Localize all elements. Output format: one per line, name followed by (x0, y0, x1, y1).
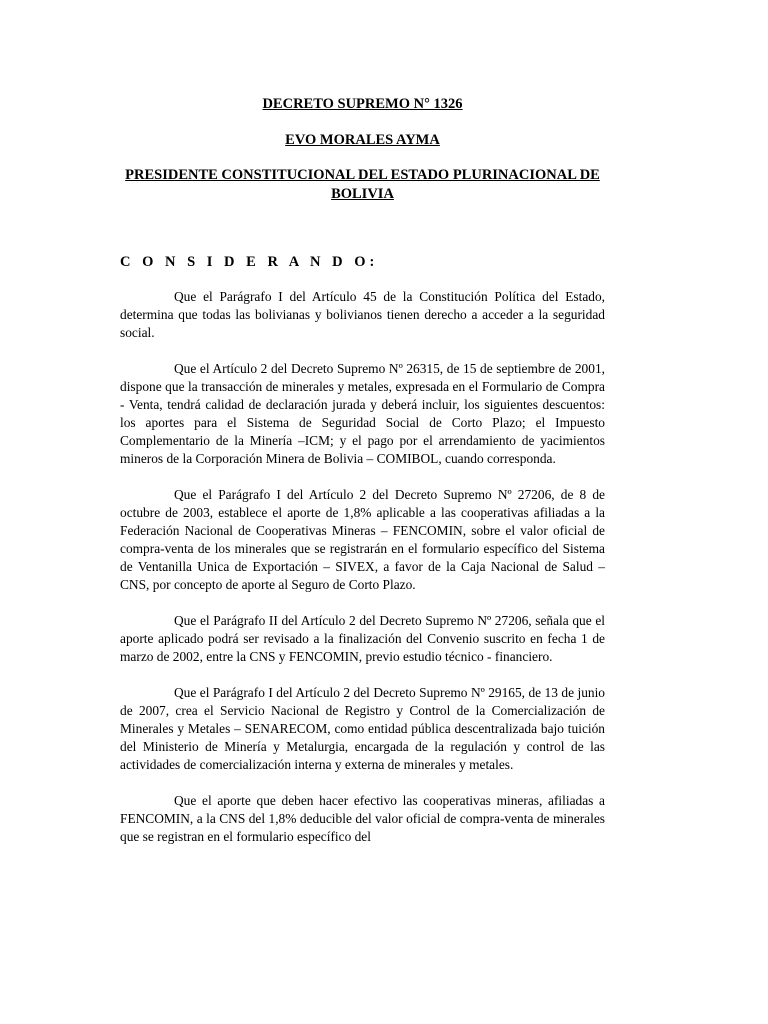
president-name: EVO MORALES AYMA (285, 132, 440, 148)
decree-title: DECRETO SUPREMO N° 1326 (262, 96, 463, 112)
paragraph-3: Que el Parágrafo I del Artículo 2 del Decreto Supremo Nº 27206, de 8 de octubre de 2003, establece el aporte de 1,8% aplicable a las cooperativas afiliadas a la Federación Nacional de Cooperativas Mineras – FENCOMIN, sobre el valor oficial de compra-venta de los minerales que se registrarán en el formulario específico del Sistema de Ventanilla Unica de Exportación – SIVEX, a favor de la Caja Nacional de Salud – CNS, por concepto de aporte al Seguro de Corto Plazo. (120, 487, 605, 592)
president-office: PRESIDENTE CONSTITUCIONAL DEL ESTADO PLURINACIONAL DE BOLIVIA (125, 167, 600, 202)
paragraph-5: Que el Parágrafo I del Artículo 2 del Decreto Supremo Nº 29165, de 13 de junio de 2007, crea el Servicio Nacional de Registro y Control de la Comercialización de Minerales y Metales – SENARECOM, como entidad pública descentralizada bajo tuición del Ministerio de Minería y Metalurgia, encargada de la regulación y control de las actividades de comercialización interna y externa de minerales y metales. (120, 685, 605, 772)
document-body (120, 288, 605, 864)
paragraph-4: Que el Parágrafo II del Artículo 2 del Decreto Supremo Nº 27206, señala que el aporte aplicado podrá ser revisado a la finalización del Convenio suscrito en fecha 1 de marzo de 2002, entre la CNS y FENCOMIN, previo estudio técnico - financiero. (120, 613, 605, 664)
paragraph-1: Que el Parágrafo I del Artículo 45 de la Constitución Política del Estado, determina que todas las bolivianas y bolivianos tienen derecho a acceder a la seguridad social. (120, 289, 605, 340)
paragraph-6: Que el aporte que deben hacer efectivo las cooperativas mineras, afiliadas a FENCOMIN, a la CNS del 1,8% deducible del valor oficial de compra-venta de minerales que se registran en el formulario específico del (120, 793, 605, 844)
considerando-heading: C O N S I D E R A N D O: (120, 254, 379, 270)
paragraph-2: Que el Artículo 2 del Decreto Supremo Nº 26315, de 15 de septiembre de 2001, dispone que la transacción de minerales y metales, expresada en el Formulario de Compra - Venta, tendrá calidad de declaración jurada y deberá incluir, los siguientes descuentos: los aportes para el Sistema de Seguridad Social de Corto Plazo; el Impuesto Complementario de la Minería –ICM; y el pago por el arrendamiento de yacimientos mineros de la Corporación Minera de Bolivia – COMIBOL, cuando corresponda. (120, 361, 605, 466)
